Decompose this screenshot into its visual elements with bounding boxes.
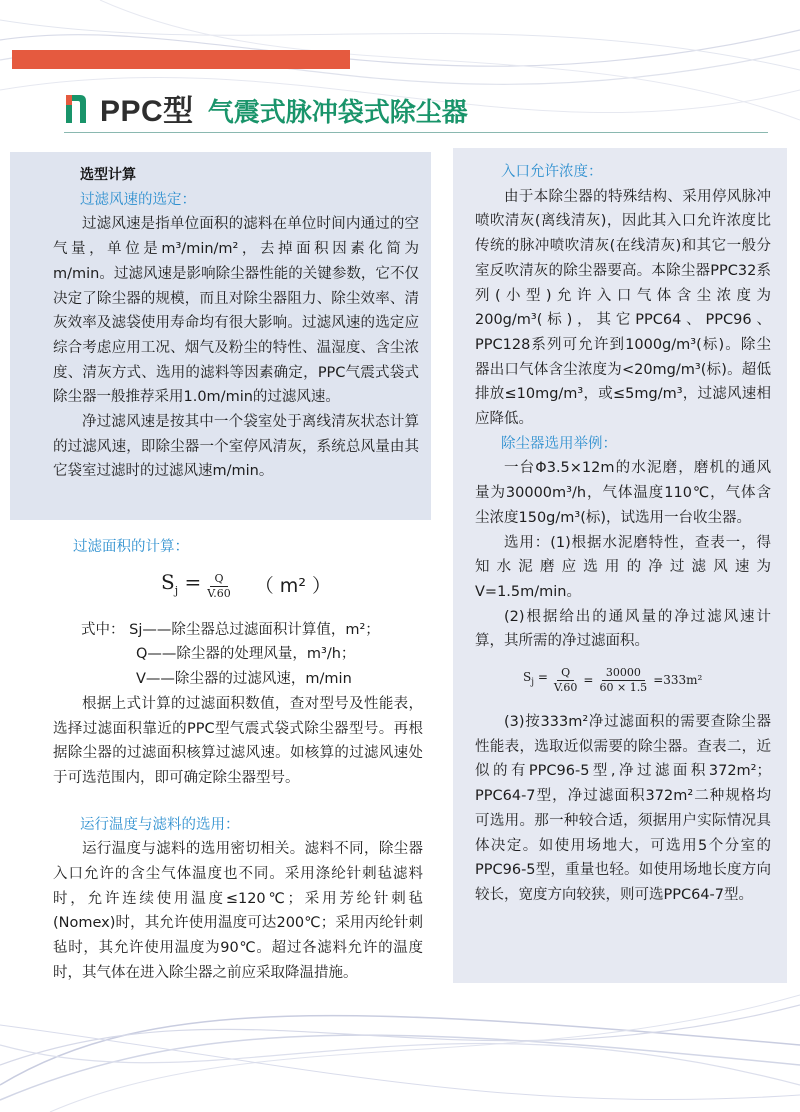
paragraph-filter-speed: 过滤风速是指单位面积的滤料在单位时间内通过的空气量，单位是m³/min/m²，去掉面积因素化简为m/min。过滤风速是影响除尘器性能的关键参数，它不仅决定了除尘器的规模，而且对除尘器阻力、除尘效率、清灰效率及滤袋使用寿命均有很大影响。过滤风速的选定应综合考虑应用工况、烟气及粉尘的特性、温湿度、含尘浓度、清灰方式、选用的滤料等因素确定，PPC气震式袋式除尘器一般推荐采用1.0m/min的过滤风速。 xyxy=(53,216,419,406)
subheading-temperature: 运行温度与滤料的选用： xyxy=(80,816,240,833)
paragraph-inlet-concentration: 由于本除尘器的特殊结构、采用停风脉冲喷吹清灰(离线清灰)，因此其入口允许浓度比传统的脉冲喷吹清灰(在线清灰)和其它一般分室反吹清灰的除尘器要高。本除尘器PPC32系列(小型)允许入口气体含尘浓度为200g/m³(标)，其它PPC64、PPC96、PPC128系列可允许到1000g/m³(标)。除尘器出口气体含尘浓度为<20mg/m³(标)。超低排放≤10mg/m³，或≤5mg/m³，过滤风速相应降低。 xyxy=(475,188,771,428)
paragraph-area-lookup: 根据上式计算的过滤面积数值，查对型号及性能表，选择过滤面积靠近的PPC型气震式袋式除尘器型号。再根据除尘器的过滤面积核算过滤风速。如核算的过滤风速处于可选范围内，即可确定除尘器型号。 xyxy=(53,695,423,786)
formula2-result: =333m² xyxy=(653,672,703,687)
section-heading: 选型计算 xyxy=(80,167,136,183)
example-formula: $S_j$ = $\frac{Q}{V.60}$ = $\frac{30000}{60 \times 1.5}$ =333m² xyxy=(523,665,703,694)
formula2-fraction-2: $\frac{30000}{60 \times 1.5}$ xyxy=(599,665,648,694)
paragraph-net-filter-speed: 净过滤风速是按其中一个袋室处于离线清灰状态计算的过滤风速，即除尘器一个室停风清灰，系统总风量由其它袋室过滤时的过滤风速m/min。 xyxy=(53,414,419,480)
paragraph-example: 一台Φ3.5×12m的水泥磨，磨机的通风量为30000m³/h，气体温度110℃，气体含尘浓度150g/m³(标)，试选用一台收尘器。 xyxy=(475,460,771,526)
paragraph-step-2: (2)根据给出的通风量的净过滤风速计算，其所需的净过滤面积。 xyxy=(475,608,771,650)
header-accent-bar xyxy=(12,50,350,69)
subheading-filter-area: 过滤面积的计算： xyxy=(73,539,189,555)
area-formula xyxy=(161,566,423,608)
subheading-example: 除尘器选用举例： xyxy=(501,435,617,452)
brand-logo-icon xyxy=(64,93,90,123)
formula-unit: （ m² ） xyxy=(254,575,331,598)
filter-speed-section xyxy=(53,163,419,484)
decorative-wave-bottom xyxy=(0,985,800,1112)
paragraph-step-1: 选用：(1)根据水泥磨特性，查表一，得知水泥磨应选用的净过滤风速为V=1.5m/min。 xyxy=(475,534,771,600)
legend-item: 式中： Sj——除尘器总过滤面积计算值，m²； xyxy=(81,621,380,638)
subheading-filter-speed: 过滤风速的选定： xyxy=(80,191,196,208)
formula2-fraction-1: $\frac{Q}{V.60}$ xyxy=(553,665,578,694)
product-subtitle: 气震式脉冲袋式除尘器 xyxy=(207,98,468,128)
formula2-lhs: $S_j$ = xyxy=(523,670,548,688)
paragraph-temperature: 运行温度与滤料的选用密切相关。滤料不同，除尘器入口允许的含尘气体温度也不同。采用涤纶针刺毡滤料时，允许连续使用温度≤120℃；采用芳纶针刺毡(Nomex)时，其允许使用温度可达200℃；采用丙纶针刺毡时，其允许使用温度为90℃。超过各滤料允许的温度时，其气体在进入除尘器之前应采取降温措施。 xyxy=(53,841,423,981)
page-title xyxy=(100,86,468,130)
legend-item: Q——除尘器的处理风量，m³/h； xyxy=(136,646,356,663)
header-divider xyxy=(64,132,768,133)
right-column xyxy=(475,160,771,908)
filter-area-section xyxy=(53,535,423,986)
legend-item: V——除尘器的过滤风速，m/min xyxy=(136,671,352,688)
paragraph-step-3: (3)按333m²净过滤面积的需要查除尘器性能表，选取近似需要的除尘器。查表二，近似的有PPC96-5型,净过滤面积372m²；PPC64-7型，净过滤面积372m²二种规格均可选用。那一种较合适，须据用户实际情况具体决定。如使用场地大，可选用5个分室的PPC96-5型，重量也轻。如使用场地长度方向较长，宽度方向较狭，则可选PPC64-7型。 xyxy=(475,714,771,903)
product-code: PPC型 xyxy=(100,95,194,128)
formula-lhs: $S_j$ = xyxy=(161,569,202,597)
subheading-inlet-concentration: 入口允许浓度： xyxy=(501,164,603,180)
formula-fraction: $\frac{Q}{V.60}$ xyxy=(207,572,231,601)
